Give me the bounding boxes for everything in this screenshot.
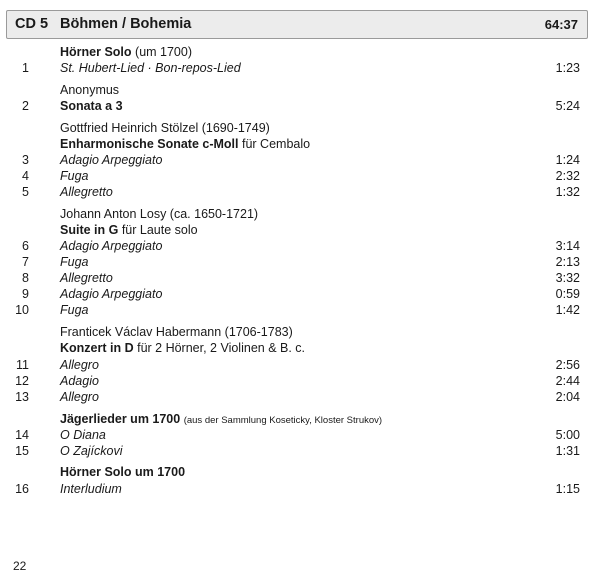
work-heading bbox=[0, 136, 600, 152]
track-number: 6 bbox=[22, 239, 29, 253]
cd-number: CD 5 bbox=[15, 16, 49, 32]
work-source: (aus der Sammlung Koseticky, Kloster Strukov) bbox=[183, 415, 383, 426]
work-instrumentation: für Laute solo bbox=[121, 223, 198, 237]
track-title: Allegretto bbox=[60, 185, 113, 199]
track-number: 9 bbox=[22, 287, 29, 301]
track-duration: 2:04 bbox=[555, 390, 580, 404]
track-title: St. Hubert-Lied · Bon-repos-Lied bbox=[60, 61, 241, 75]
track-title: Fuga bbox=[60, 255, 89, 269]
cd-header-bar bbox=[6, 10, 588, 39]
track-row bbox=[0, 152, 600, 168]
composer-name: Johann Anton Losy (ca. 1650-1721) bbox=[60, 207, 259, 221]
composer-name: Gottfried Heinrich Stölzel (1690-1749) bbox=[60, 121, 270, 135]
track-title: Adagio Arpeggiato bbox=[60, 239, 163, 253]
work-instrumentation: für 2 Hörner, 2 Violinen & B. c. bbox=[137, 341, 306, 355]
composer-name: Franticek Václav Habermann (1706-1783) bbox=[60, 325, 293, 339]
track-row bbox=[0, 60, 600, 76]
track-title: Fuga bbox=[60, 169, 89, 183]
track-row bbox=[0, 357, 600, 373]
track-number: 16 bbox=[15, 482, 29, 496]
track-number: 4 bbox=[22, 169, 29, 183]
track-number: 10 bbox=[15, 303, 29, 317]
track-title: O Zajíckovi bbox=[60, 444, 123, 458]
track-number: 11 bbox=[16, 358, 29, 372]
track-row bbox=[0, 302, 600, 318]
work-title: Enharmonische Sonate c-Moll bbox=[60, 137, 239, 151]
work-instrumentation: für Cembalo bbox=[242, 137, 311, 151]
track-row bbox=[0, 443, 600, 459]
track-title: Allegro bbox=[60, 390, 99, 404]
track-duration: 1:32 bbox=[555, 185, 580, 199]
track-number: 7 bbox=[22, 255, 29, 269]
cd-total-duration: 64:37 bbox=[544, 17, 578, 32]
work-title: Suite in G bbox=[60, 223, 119, 237]
track-duration: 2:56 bbox=[555, 358, 580, 372]
track-number: 1 bbox=[22, 61, 29, 75]
track-number: 15 bbox=[15, 444, 29, 458]
track-title: Adagio Arpeggiato bbox=[60, 287, 163, 301]
track-duration: 3:14 bbox=[555, 239, 580, 253]
track-row bbox=[0, 238, 600, 254]
work-title: Hörner Solo bbox=[60, 45, 132, 59]
track-row bbox=[0, 254, 600, 270]
composer-name: Anonymus bbox=[60, 83, 120, 97]
track-row bbox=[0, 184, 600, 200]
track-row bbox=[0, 373, 600, 389]
track-row bbox=[0, 481, 600, 497]
track-title: Allegro bbox=[60, 358, 99, 372]
work-title: Hörner Solo um 1700 bbox=[60, 465, 186, 479]
track-title: O Diana bbox=[60, 428, 106, 442]
track-title: Allegretto bbox=[60, 271, 113, 285]
track-duration: 1:23 bbox=[555, 61, 580, 75]
track-duration: 5:00 bbox=[555, 428, 580, 442]
track-number: 12 bbox=[15, 374, 29, 388]
work-heading bbox=[0, 340, 600, 356]
track-row bbox=[0, 98, 600, 114]
work-title: Jägerlieder um 1700 bbox=[60, 412, 181, 426]
track-row bbox=[0, 427, 600, 443]
track-title: Fuga bbox=[60, 303, 89, 317]
work-title: Konzert in D bbox=[60, 341, 134, 355]
track-row bbox=[0, 270, 600, 286]
section-heading-horner-solo-2 bbox=[0, 464, 600, 480]
track-number: 5 bbox=[22, 185, 29, 199]
track-number: 2 bbox=[22, 99, 29, 113]
track-duration: 3:32 bbox=[555, 271, 580, 285]
section-heading-horner-solo bbox=[0, 44, 600, 60]
track-row bbox=[0, 168, 600, 184]
track-duration: 2:13 bbox=[555, 255, 580, 269]
track-duration: 2:32 bbox=[555, 169, 580, 183]
track-title: Interludium bbox=[60, 482, 122, 496]
track-duration: 1:31 bbox=[555, 444, 580, 458]
track-number: 13 bbox=[15, 390, 29, 404]
track-row bbox=[0, 389, 600, 405]
page-number: 22 bbox=[13, 559, 27, 573]
track-duration: 2:44 bbox=[555, 374, 580, 388]
track-duration: 1:24 bbox=[555, 153, 580, 167]
track-number: 14 bbox=[15, 428, 29, 442]
cd-title: Böhmen / Bohemia bbox=[60, 16, 192, 32]
track-duration: 0:59 bbox=[555, 287, 580, 301]
track-duration: 5:24 bbox=[555, 99, 580, 113]
section-heading-jagerlieder bbox=[0, 411, 600, 427]
track-row bbox=[0, 286, 600, 302]
track-number: 8 bbox=[22, 271, 29, 285]
track-number: 3 bbox=[22, 153, 29, 167]
track-duration: 1:15 bbox=[555, 482, 580, 496]
track-duration: 1:42 bbox=[555, 303, 580, 317]
track-title: Sonata a 3 bbox=[60, 99, 123, 113]
work-date: (um 1700) bbox=[135, 45, 193, 59]
track-title: Adagio bbox=[60, 374, 99, 388]
track-title: Adagio Arpeggiato bbox=[60, 153, 163, 167]
work-heading bbox=[0, 222, 600, 238]
